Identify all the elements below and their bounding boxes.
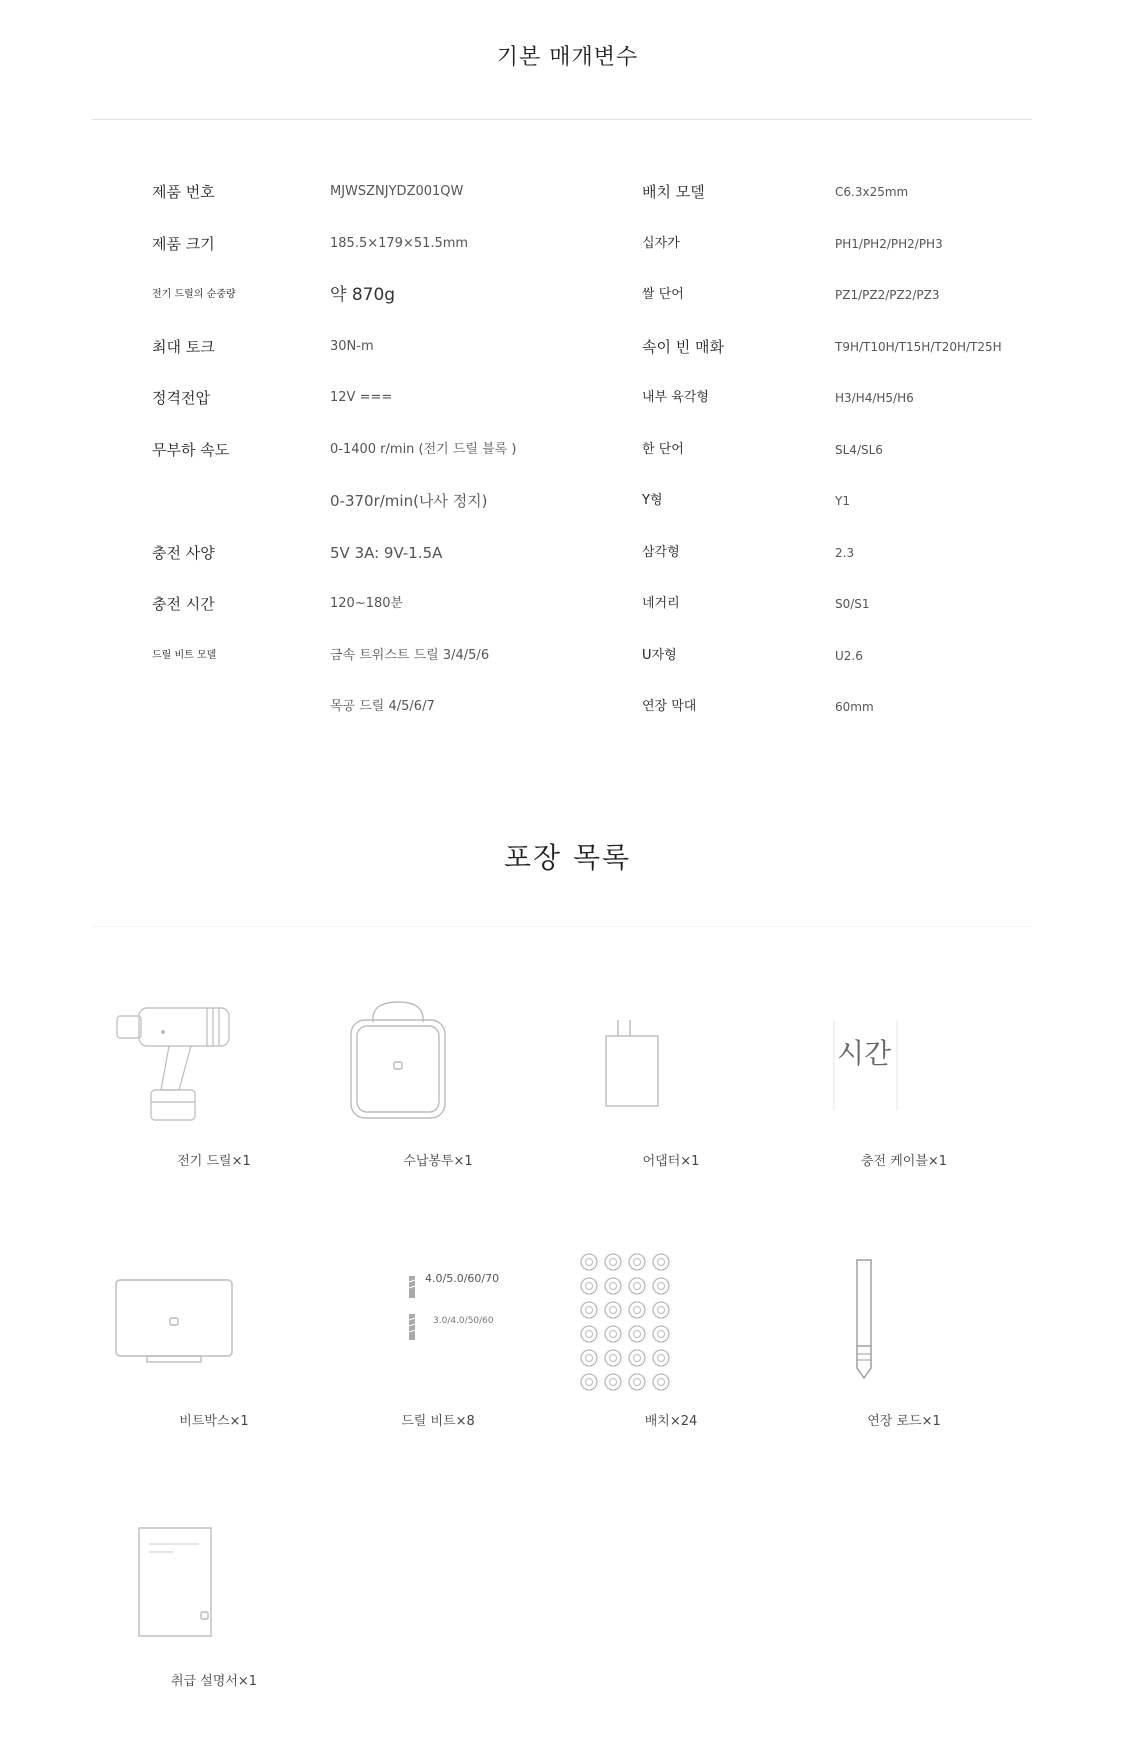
- spec-label: 속이 빈 매화: [642, 338, 724, 356]
- spec-label: 연장 막대: [642, 699, 697, 714]
- spec-value: S0/S1: [835, 597, 870, 611]
- extension-rod-icon: [789, 1250, 1019, 1400]
- spec-row: [0, 584, 1135, 624]
- spec-label: 내부 육각형: [642, 390, 709, 405]
- spec-value: 0-1400 r/min (전기 드릴 블록 ): [330, 442, 517, 457]
- section-divider: [92, 119, 1032, 120]
- spec-value: T9H/T10H/T15H/T20H/T25H: [835, 340, 1002, 354]
- spec-row: [0, 687, 1135, 727]
- spec-label: 충전 사양: [152, 544, 215, 562]
- bit-slot-icon: [581, 1254, 597, 1270]
- package-item-storage-bag: [323, 990, 553, 1169]
- package-item-bit-grid: [556, 1250, 786, 1429]
- spec-value: 금속 트위스트 드릴 3/4/5/6: [330, 648, 490, 663]
- spec-value: MJWSZNJYDZ001QW: [330, 184, 464, 199]
- bit-slot-icon: [629, 1326, 645, 1342]
- spec-value: 60mm: [835, 700, 874, 714]
- spec-label: 네거리: [642, 596, 680, 611]
- spec-row: [0, 533, 1135, 573]
- spec-label: 최대 토크: [152, 338, 215, 356]
- spec-label: 한 단어: [642, 442, 684, 457]
- bit-label: 4.0/5.0/60/70: [425, 1272, 500, 1285]
- package-item-manual: [99, 1510, 329, 1689]
- spec-label: 드릴 비트 모델: [152, 650, 217, 661]
- spec-value: U2.6: [835, 649, 863, 663]
- bit-grid-icon: [556, 1250, 786, 1400]
- spec-value: 185.5×179×51.5mm: [330, 236, 469, 251]
- bit-slot-icon: [605, 1350, 621, 1366]
- spec-label: U자형: [642, 648, 677, 663]
- bit-slot-icon: [653, 1254, 669, 1270]
- spec-value: 30N-m: [330, 339, 374, 354]
- spec-label: 제품 크기: [152, 235, 215, 253]
- spec-label: 충전 시간: [152, 595, 215, 613]
- spec-label: 제품 번호: [152, 183, 215, 201]
- spec-value: H3/H4/H5/H6: [835, 391, 914, 405]
- item-caption: 비트박스×1: [179, 1414, 249, 1429]
- item-caption: 충전 케이블×1: [860, 1154, 948, 1169]
- bit-slot-icon: [629, 1302, 645, 1318]
- spec-row: [0, 378, 1135, 418]
- spec-label: 쌀 단어: [642, 287, 684, 302]
- item-caption: 취급 설명서×1: [170, 1674, 258, 1689]
- spec-label: 정격전압: [152, 389, 210, 407]
- adapter-icon: [556, 990, 786, 1140]
- bit-slot-icon: [629, 1350, 645, 1366]
- spec-value: 2.3: [835, 546, 855, 560]
- spec-value: 12V ===: [330, 390, 393, 405]
- spec-value: 5V 3A: 9V-1.5A: [330, 544, 443, 562]
- bit-slot-icon: [653, 1350, 669, 1366]
- storage-bag-icon: [323, 990, 553, 1140]
- spec-value: 약 870g: [330, 285, 396, 305]
- spec-value: PZ1/PZ2/PZ2/PZ3: [835, 288, 940, 302]
- spec-label: 배치 모델: [642, 183, 705, 201]
- bit-slot-icon: [605, 1302, 621, 1318]
- spec-row: [0, 636, 1135, 676]
- item-caption: 전기 드릴×1: [177, 1154, 251, 1169]
- spec-label: 십자가: [642, 236, 680, 251]
- spec-value: PH1/PH2/PH2/PH3: [835, 237, 943, 251]
- spec-value: 120~180분: [330, 596, 404, 611]
- spec-value: C6.3x25mm: [835, 185, 909, 199]
- bit-slot-icon: [605, 1326, 621, 1342]
- spec-value: 0-370r/min(나사 정지): [330, 492, 488, 510]
- spec-row: [0, 430, 1135, 470]
- item-caption: 수납봉투×1: [403, 1154, 473, 1169]
- package-item-cable: [789, 990, 1019, 1169]
- bit-box-icon: [99, 1250, 329, 1400]
- drill-bits-icon: [343, 1250, 533, 1400]
- cable-icon: [789, 990, 1019, 1140]
- package-item-drill: [99, 990, 329, 1169]
- spec-value: SL4/SL6: [835, 443, 883, 457]
- bit-slot-icon: [653, 1374, 669, 1390]
- spec-section-title: 기본 매개변수: [496, 45, 639, 70]
- bit-slot-icon: [581, 1350, 597, 1366]
- spec-value: Y1: [835, 494, 850, 508]
- bit-slot-icon: [581, 1302, 597, 1318]
- spec-row: [0, 275, 1135, 315]
- bit-slot-icon: [629, 1278, 645, 1294]
- bit-slot-icon: [605, 1374, 621, 1390]
- item-caption: 드릴 비트×8: [401, 1414, 475, 1429]
- bit-slot-icon: [653, 1302, 669, 1318]
- drill-icon: [99, 990, 329, 1140]
- bit-slot-icon: [581, 1278, 597, 1294]
- bit-slot-icon: [629, 1374, 645, 1390]
- bit-slot-icon: [629, 1254, 645, 1270]
- spec-value: 목공 드릴 4/5/6/7: [330, 699, 435, 714]
- package-item-extension-rod: [789, 1250, 1019, 1429]
- spec-row: [0, 481, 1135, 521]
- spec-label: Y형: [642, 493, 663, 508]
- spec-label: 삼각형: [642, 545, 680, 560]
- bit-slot-icon: [605, 1254, 621, 1270]
- spec-row: [0, 327, 1135, 367]
- item-caption: 어댑터×1: [642, 1154, 700, 1169]
- bit-slot-icon: [653, 1326, 669, 1342]
- package-item-drill-bits: [323, 1250, 553, 1429]
- bit-slot-icon: [581, 1326, 597, 1342]
- bit-slot-icon: [581, 1374, 597, 1390]
- spec-label: 무부하 속도: [152, 441, 230, 459]
- manual-icon: [99, 1510, 329, 1660]
- package-item-adapter: [556, 990, 786, 1169]
- package-section-title: 포장 목록: [503, 841, 632, 874]
- spec-label: 전기 드릴의 순중량: [152, 289, 236, 300]
- bit-slot-icon: [653, 1278, 669, 1294]
- item-caption: 연장 로드×1: [867, 1414, 941, 1429]
- item-caption: 배치×24: [644, 1414, 698, 1429]
- section-divider: [92, 926, 1032, 927]
- bit-slot-icon: [605, 1278, 621, 1294]
- spec-row: [0, 172, 1135, 212]
- package-item-bit-box: [99, 1250, 329, 1429]
- bit-label: 3.0/4.0/50/60: [433, 1316, 494, 1326]
- cable-image-text: 시간: [836, 1037, 892, 1070]
- spec-row: [0, 224, 1135, 264]
